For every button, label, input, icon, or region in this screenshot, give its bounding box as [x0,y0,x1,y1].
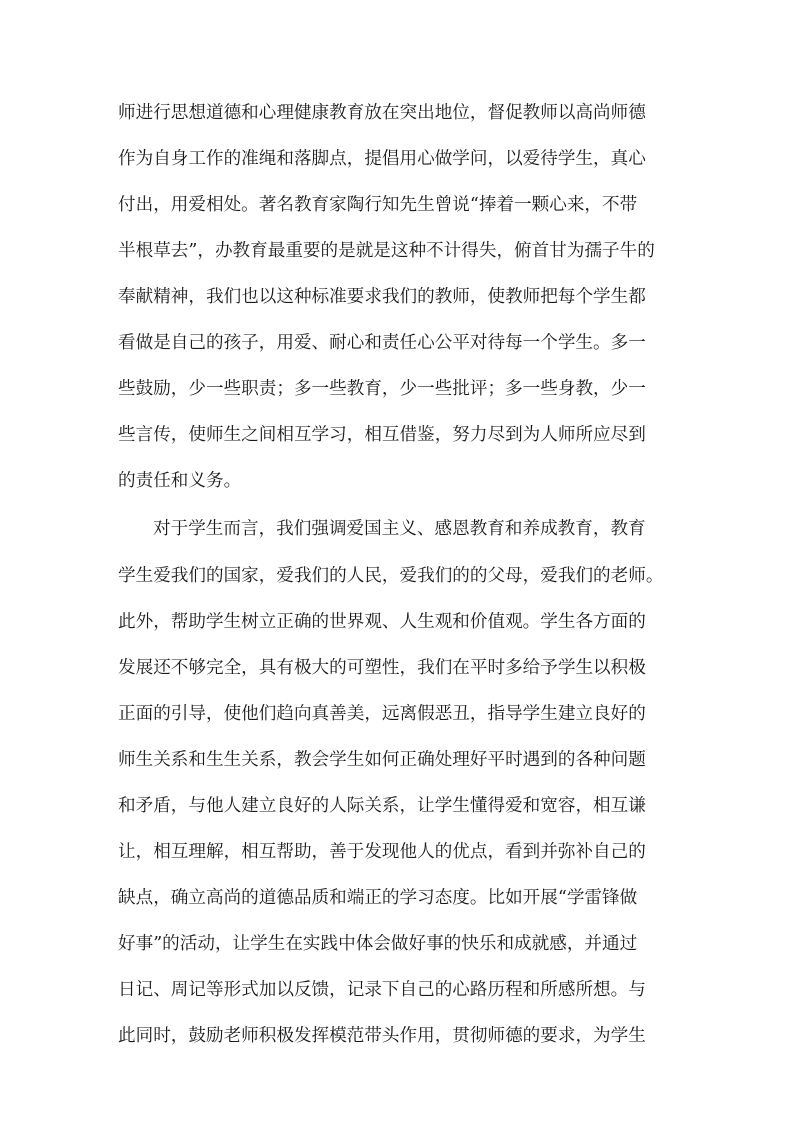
paragraph-line: 和矛盾，与他人建立良好的人际关系，让学生懂得爱和宽容，相互谦 [118,796,646,816]
paragraph-line: 日记、周记等形式加以反馈，记录下自己的心路历程和所感所想。与 [118,980,646,1000]
paragraph-line: 些言传，使师生之间相互学习，相互借鉴，努力尽到为人师所应尽到 [118,425,646,445]
paragraph-line: 奉献精神，我们也以这种标准要求我们的教师，使教师把每个学生都 [118,287,646,307]
paragraph-line: 师进行思想道德和心理健康教育放在突出地位，督促教师以高尚师德 [118,103,646,123]
paragraph-line: 此同时，鼓励老师积极发挥模范带头作用，贯彻师德的要求，为学生 [118,1026,646,1046]
paragraph-line: 对于学生而言，我们强调爱国主义、感恩教育和养成教育，教育 [153,519,646,539]
paragraph-line: 让，相互理解，相互帮助，善于发现他人的优点，看到并弥补自己的 [118,842,646,862]
paragraph-line: 些鼓励，少一些职责；多一些教育，少一些批评；多一些身教，少一 [118,379,646,399]
paragraph-line: 看做是自己的孩子，用爱、耐心和责任心公平对待每一个学生。多一 [118,333,646,353]
paragraph-line: 师生关系和生生关系，教会学生如何正确处理好平时遇到的各种问题 [118,750,646,770]
paragraph-line: 付出，用爱相处。著名教育家陶行知先生曾说“捧着一颗心来，不带 [118,195,638,215]
paragraph-line: 此外，帮助学生树立正确的世界观、人生观和价值观。学生各方面的 [118,612,646,632]
paragraph-line: 学生爱我们的国家，爱我们的人民，爱我们的的父母，爱我们的老师。 [118,566,664,586]
paragraph-line: 作为自身工作的准绳和落脚点，提倡用心做学问，以爱待学生，真心 [118,149,646,169]
paragraph-line: 发展还不够完全，具有极大的可塑性，我们在平时多给予学生以积极 [118,658,646,678]
paragraph-line: 缺点，确立高尚的道德品质和端正的学习态度。比如开展“学雷锋做 [118,888,638,908]
paragraph-line: 的责任和义务。 [118,471,242,491]
paragraph-line: 半根草去”，办教育最重要的是就是这种不计得失，俯首甘为孺子牛的 [118,241,655,261]
paragraph-line: 正面的引导，使他们趋向真善美，远离假恶丑，指导学生建立良好的 [118,704,646,724]
paragraph-line: 好事”的活动，让学生在实践中体会做好事的快乐和成就感，并通过 [118,934,638,954]
